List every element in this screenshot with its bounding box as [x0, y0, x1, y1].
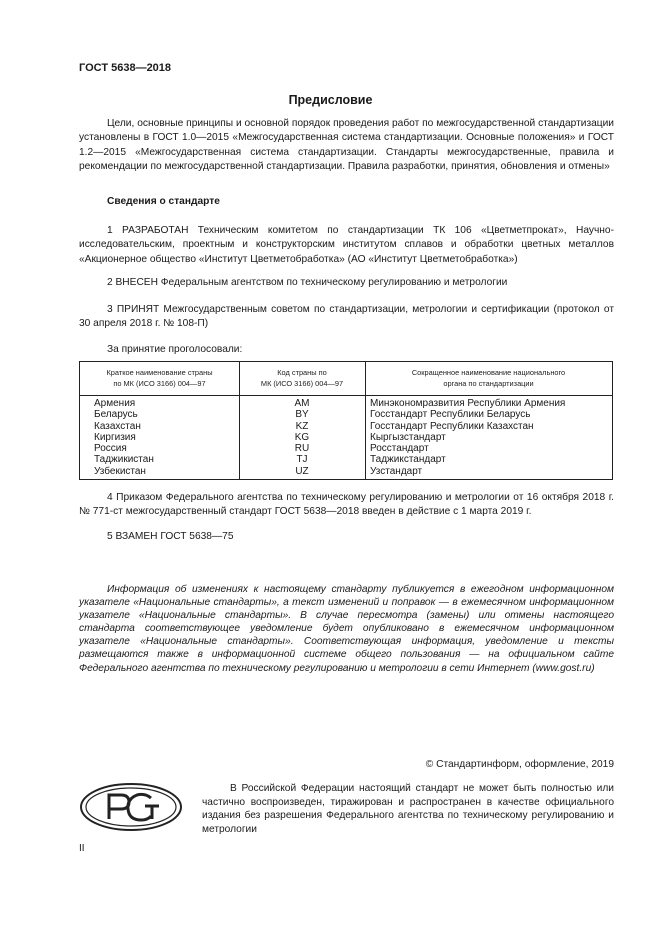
votes-label: За принятие проголосовали:	[107, 344, 243, 355]
voting-table	[79, 361, 613, 480]
page-title: Предисловие	[288, 93, 373, 107]
item-replaces: 5 ВЗАМЕН ГОСТ 5638—75	[107, 531, 234, 542]
national-bodies-column: Минэкономразвития Республики Армения Госстандарт Республики Беларусь Госстандарт Республики Казахстан Кыргызстандарт Росстандарт Таджикстандарт Узстандарт	[370, 398, 566, 477]
item-developed: 1 РАЗРАБОТАН Техническим комитетом по стандартизации ТК 106 «Цветметпрокат», Научно-исследовательским, проектным и конструкторским институтом сплавов и обработки цветных металлов «Акционерное общество «Институт Цветметобработка» (АО «Институт Цветметобработка»)	[79, 225, 614, 265]
info-notice: Информация об изменениях к настоящему стандарту публикуется в ежегодном информационном указателе «Национальные стандарты», а текст изменений и поправок — в ежемесячном информационном указателе «Национальные стандарты». В случае пересмотра (замены) или отмены настоящего стандарта соответствующее уведомление будет опубликовано в ежемесячном информационном указателе «Национальные стандарты». Соответствующая информация, уведомление и тексты размещаются также в информационной системе общего пользования — на официальном сайте Федерального агентства по техническому регулированию и метрологии в сети Интернет (www.gost.ru)	[79, 584, 614, 674]
country-codes-column: AM BY KZ KG RU TJ UZ	[294, 398, 310, 477]
item-order: 4 Приказом Федерального агентства по техническому регулированию и метрологии от 16 октября 2018 г. № 771-ст межгосударственный стандарт ГОСТ 5638—2018 введен в действие с 1 марта 2019 г.	[79, 492, 614, 518]
intro-paragraph: Цели, основные принципы и основной порядок проведения работ по межгосударственной стандартизации установлены в ГОСТ 1.0—2015 «Межгосударственная система стандартизации. Основные положения» и ГОСТ 1.2—2015 «Межгосударственная система стандартизации. Стандарты межгосударственные, правила и рекомендации по межгосударственной стандартизации. Правила разработки, принятия, обновления и отмены»	[79, 118, 614, 172]
page-number: II	[79, 843, 85, 854]
header-country-code: Код страны по МК (ИСО 3166) 004—97	[260, 368, 344, 388]
item-adopted: 3 ПРИНЯТ Межгосударственным советом по стандартизации, метрологии и сертификации (протокол от 30 апреля 2018 г. № 108-П)	[79, 304, 614, 330]
copyright: © Стандартинформ, оформление, 2019	[425, 759, 614, 770]
header-national-body: Сокращенное наименование национального органа по стандартизации	[411, 368, 566, 388]
document-code: ГОСТ 5638—2018	[79, 62, 172, 74]
item-introduced: 2 ВНЕСЕН Федеральным агентством по техническому регулированию и метрологии	[107, 277, 508, 288]
header-country-name: Краткое наименование страны по МК (ИСО 3166) 004—97	[106, 368, 213, 388]
legal-notice: В Российской Федерации настоящий стандарт не может быть полностью или частично воспроизведен, тиражирован и распространен в качестве официального издания без разрешения Федерального агентства по техническому регулированию и метрологии	[202, 783, 614, 836]
rst-logo-icon	[79, 782, 183, 832]
country-names-column: Армения Беларусь Казахстан Киргизия Россия Таджикистан Узбекистан	[94, 398, 154, 477]
section-title: Сведения о стандарте	[107, 196, 220, 207]
